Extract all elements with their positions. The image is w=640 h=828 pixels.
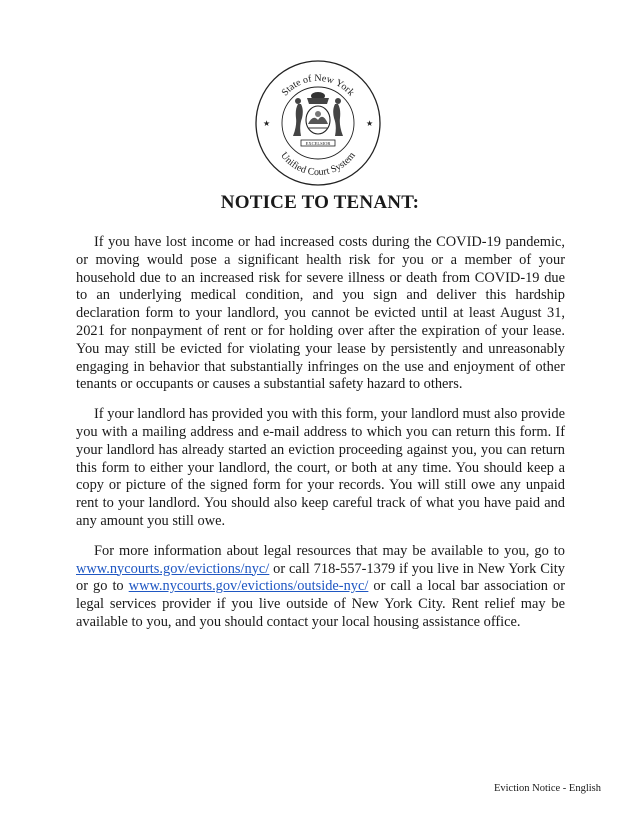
coat-of-arms-icon xyxy=(293,92,343,146)
notice-body xyxy=(76,234,565,644)
outside-nyc-evictions-link[interactable]: www.nycourts.gov/evictions/outside-nyc/ xyxy=(128,578,369,595)
paragraph-landlord-form: If your landlord has provided you with this form, your landlord must also provide you with a mailing address and e-mail address to which you can return this form. If your landlord has already started an eviction proceeding against you, you can return this form to either your landlord, the court, or both at any time. You should keep a copy or picture of the signed form for your records. You will still owe any unpaid rent to your landlord. You should also keep careful track of what you have paid and any amount you still owe. xyxy=(76,406,565,529)
paragraph-hardship: If you have lost income or had increased costs during the COVID-19 pandemic, or moving would pose a significant health risk for you or a member of your household due to an increased risk for severe illness or death from COVID-19 due to an underlying medical condition, and you sign and deliver this hardship declaration form to your landlord, you cannot be evicted until at least August 31, 2021 for nonpayment of rent or for holding over after the expiration of your lease. You may still be evicted for violating your lease by persistently and unreasonably engaging in behavior that substantially infringes on the use and enjoyment of other tenants or occupants or causes a substantial safety hazard to others. xyxy=(76,234,565,393)
nyc-evictions-link[interactable]: www.nycourts.gov/evictions/nyc/ xyxy=(76,560,270,577)
star-left-icon: ★ xyxy=(263,119,271,128)
paragraph-resources: For more information about legal resources that may be available to you, go to www.nycourts.gov/evictions/nyc/ or call 718-557-1379 if you live in New York City or go to www.nycourts.gov/evictions/outside-nyc/ or call a local bar association or legal services provider if you live outside of New York City. Rent relief may be available to you, and you should contact your local housing assistance office. xyxy=(76,542,565,630)
star-right-icon: ★ xyxy=(366,119,374,128)
footer-label: Eviction Notice - English xyxy=(493,783,601,794)
page-title: NOTICE TO TENANT: xyxy=(220,192,420,213)
court-seal xyxy=(253,58,383,188)
seal-top-text: State of New York xyxy=(279,72,357,99)
seal-bottom-text: Unified Court System xyxy=(278,150,358,179)
seal-motto: EXCELSIOR xyxy=(305,141,331,146)
